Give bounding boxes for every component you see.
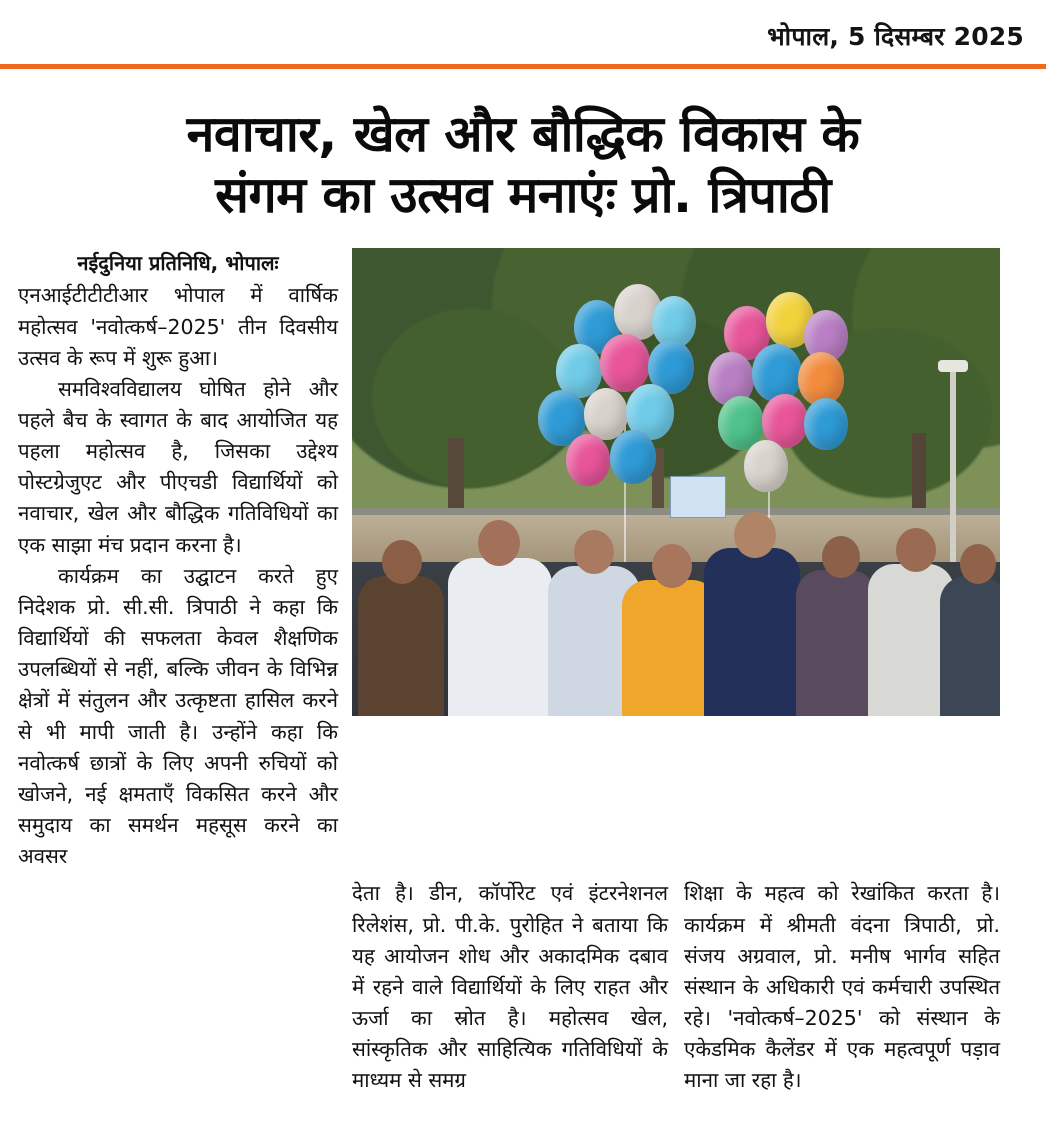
balloon (744, 440, 788, 492)
article-paragraph-text: एनआईटीटीटीआर भोपाल में वार्षिक महोत्सव 'नवोत्कर्ष–2025' तीन दिवसीय उत्सव के रूप में शुरू हुआ। (18, 283, 338, 370)
event-poster (670, 476, 726, 518)
person (704, 548, 800, 716)
person (940, 576, 1000, 716)
balloon (804, 398, 848, 450)
columns-right (352, 878, 1000, 1096)
column-middle (352, 878, 668, 1096)
light-pole (950, 368, 956, 568)
article-paragraph (18, 248, 338, 374)
article-paragraph: कार्यक्रम का उद्घाटन करते हुए निदेशक प्रो. सी.सी. त्रिपाठी ने कहा कि विद्यार्थियों की सफलता केवल शैक्षणिक उपलब्धियों से नहीं, बल्कि जीवन के विभिन्न क्षेत्रों में संतुलन और उत्कृष्टता हासिल करने से भी मापी जाती है। उन्होंने कहा कि नवोत्कर्ष छात्रों के लिए अपनी रुचियों को खोजने, नई क्षमताएँ विकसित करने और समुदाय का समर्थन महसूस करने का अवसर (18, 563, 338, 869)
person-head (382, 540, 422, 584)
column-left (18, 248, 338, 872)
page-title (0, 68, 1046, 226)
person (796, 570, 876, 716)
bottom-zone (18, 878, 1028, 1096)
person (448, 558, 552, 716)
article-body (0, 248, 1046, 1096)
headline-line-1: नवाचार, खेल और बौद्धिक विकास के (186, 105, 860, 163)
orange-divider (0, 64, 1046, 69)
headline-line-2: संगम का उत्सव मनाएंः प्रो. त्रिपाठी (215, 166, 831, 224)
person-head (574, 530, 614, 574)
balloon (610, 430, 656, 484)
column-left-continued (18, 878, 338, 1096)
tree-foliage (372, 308, 572, 488)
article-paragraph: समविश्वविद्यालय घोषित होने और पहले बैच के स्वागत के बाद आयोजित यह पहला महोत्सव है, जिसका उद्देश्य पोस्टग्रेजुएट और पीएचडी विद्यार्थियों को नवाचार, खेल और बौद्धिक गतिविधियों का एक साझा मंच प्रदान करना है। (18, 376, 338, 557)
person-head (478, 520, 520, 566)
top-zone (18, 248, 1028, 872)
person-head (734, 512, 776, 558)
balloon (566, 434, 610, 486)
person-head (822, 536, 860, 578)
person-head (896, 528, 936, 572)
dateline: भोपाल, 5 दिसम्बर 2025 (767, 22, 1024, 51)
article-photo (352, 248, 1000, 716)
person (358, 576, 444, 716)
balloon (600, 334, 650, 392)
article-paragraph: शिक्षा के महत्व को रेखांकित करता है। कार्यक्रम में श्रीमती वंदना त्रिपाठी, प्रो. संजय अग्रवाल, प्रो. मनीष भार्गव सहित संस्थान के अधिकारी एवं कर्मचारी उपस्थित रहे। 'नवोत्कर्ष–2025' को संस्थान के एकेडमिक कैलेंडर में एक महत्वपूर्ण पड़ाव माना जा रहा है। (684, 881, 1000, 1093)
column-right (684, 878, 1000, 1096)
balloon (752, 344, 802, 402)
light-pole-lamp (938, 360, 968, 372)
byline: नईदुनिया प्रतिनिधि, भोपालः (77, 251, 279, 275)
person-head (960, 544, 996, 584)
article-paragraph: देता है। डीन, कॉर्पोरेट एवं इंटरनेशनल रिलेशंस, प्रो. पी.के. पुरोहित ने बताया कि यह आयोजन शोध और अकादमिक दबाव में रहने वाले विद्यार्थियों के लिए राहत और ऊर्जा का स्रोत है। महोत्सव खेल, सांस्कृतिक और साहित्यिक गतिविधियों के माध्यम से समग्र (352, 881, 668, 1093)
person-head (652, 544, 692, 588)
masthead (0, 0, 1046, 68)
